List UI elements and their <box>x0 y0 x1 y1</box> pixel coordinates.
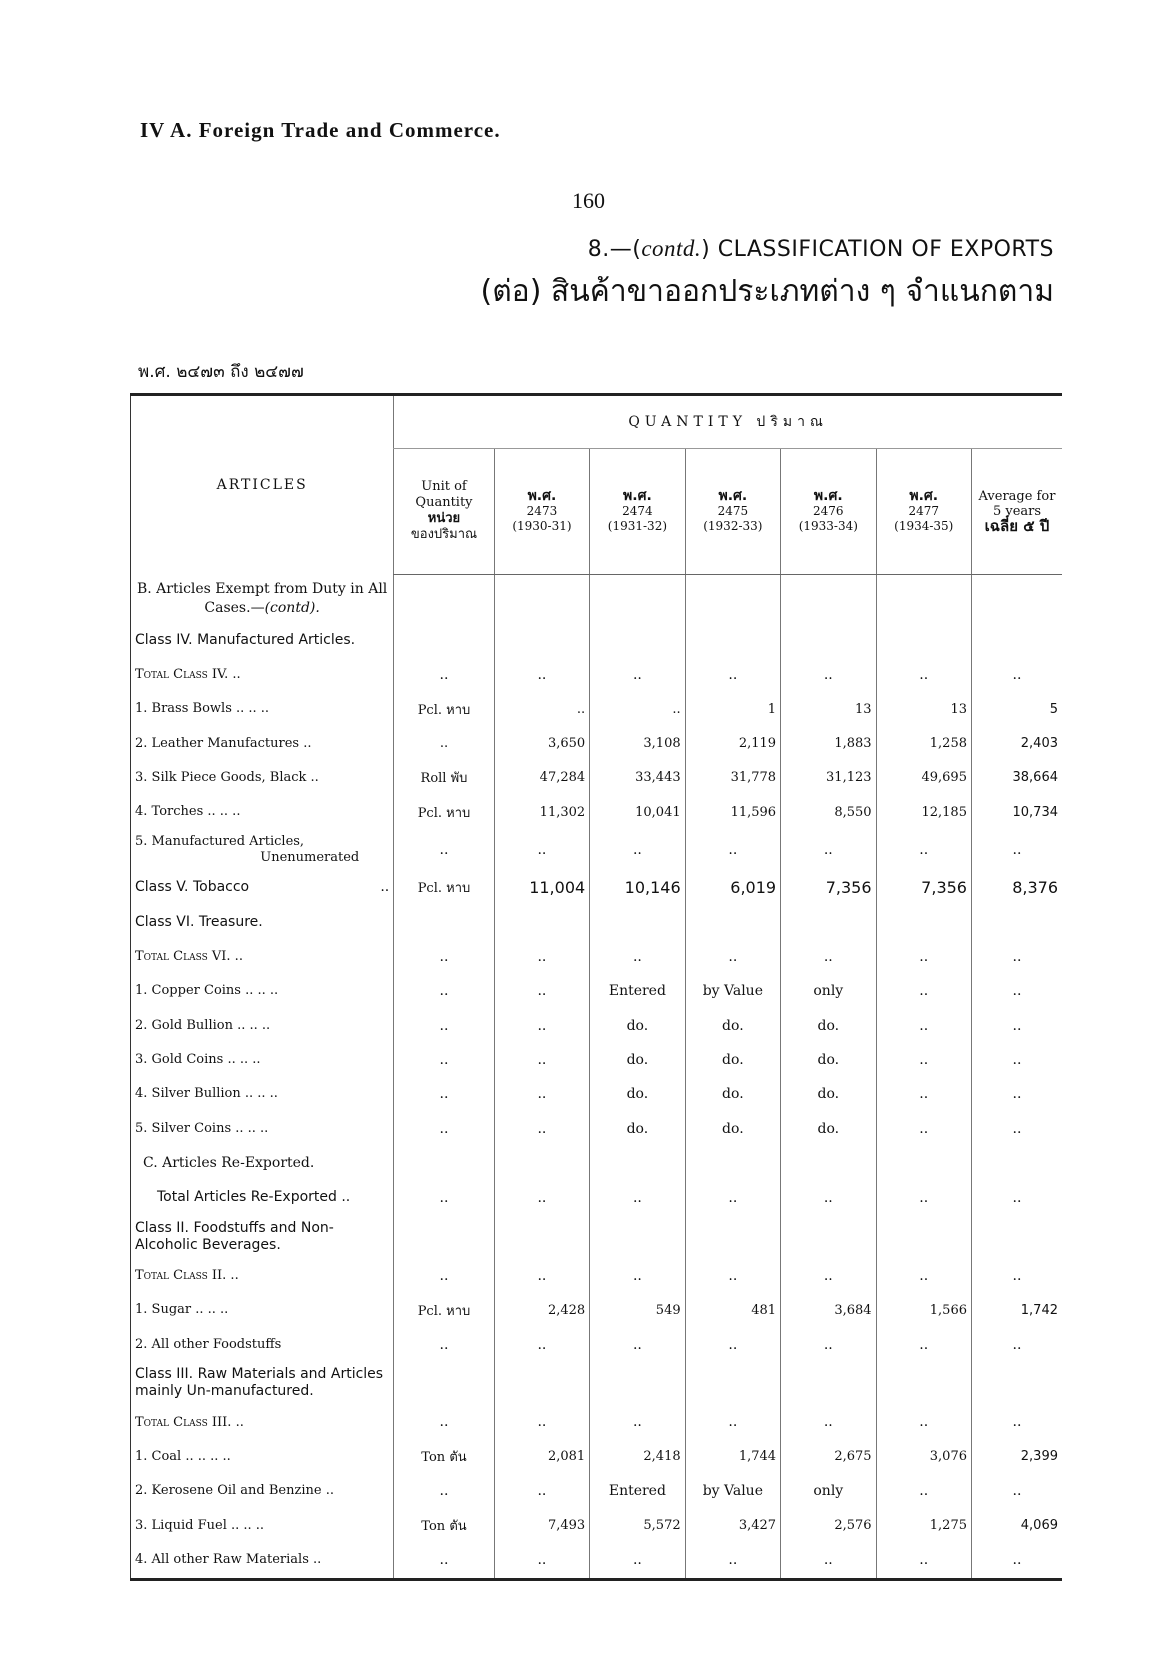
row-label <box>131 830 394 871</box>
value-2473: 11,004 <box>494 870 589 904</box>
unit-thai: หาบ <box>446 702 471 718</box>
row-label: 2. Leather Manufactures .. <box>135 735 312 751</box>
dots: .. <box>971 1474 1062 1508</box>
dots: .. <box>590 939 685 973</box>
dots: .. <box>590 1405 685 1439</box>
dots: .. <box>590 1543 685 1580</box>
dots: .. <box>781 657 876 691</box>
dots: .. <box>685 830 780 871</box>
header-unit-line4: ของปริมาณ <box>410 527 478 543</box>
dots: .. <box>971 1181 1062 1215</box>
dots: .. <box>494 1327 589 1361</box>
value-2477: 12,185 <box>876 795 971 829</box>
dots: .. <box>971 657 1062 691</box>
gold-bullion-row <box>131 1008 1063 1042</box>
value-2476: 2,675 <box>781 1440 876 1474</box>
value-2474: 33,443 <box>590 761 685 795</box>
row-label: 4. All other Raw Materials .. <box>135 1552 322 1568</box>
row-label-line1: 5. Manufactured Articles, <box>135 834 305 850</box>
dots: .. <box>394 1258 494 1292</box>
silk-row <box>131 761 1063 795</box>
dots: .. <box>876 1112 971 1146</box>
class-iii-heading: Class III. Raw Materials and Articles mainly Un-manufactured. <box>135 1366 384 1400</box>
unit-thai: หาบ <box>446 1303 471 1319</box>
other-foodstuffs-row <box>131 1327 1063 1361</box>
dots: .. <box>685 1258 780 1292</box>
class-v-label <box>131 870 394 904</box>
value-2474: 10,146 <box>590 870 685 904</box>
other-raw-materials-row <box>131 1543 1063 1580</box>
brass-bowls-row <box>131 692 1063 726</box>
torches-row <box>131 795 1063 829</box>
exports-table <box>130 393 1062 1581</box>
value-2473: .. <box>494 692 589 726</box>
dots: .. <box>781 939 876 973</box>
dots: .. <box>394 939 494 973</box>
year-ce: (1932-33) <box>703 518 763 533</box>
value-2475: 1 <box>685 692 780 726</box>
unit-thai: ตัน <box>449 1519 467 1535</box>
dots: .. <box>685 1543 780 1580</box>
gold-coins-row <box>131 1043 1063 1077</box>
value-2473: 2,081 <box>494 1440 589 1474</box>
section-b-heading <box>131 574 394 622</box>
header-articles: ARTICLES <box>216 477 308 494</box>
year-ce: (1931-32) <box>607 518 668 533</box>
class-iii-row <box>131 1362 1063 1405</box>
total-class-iv-label: Total Class IV. .. <box>135 667 241 683</box>
unit-cell <box>394 870 494 904</box>
value-average: 38,664 <box>971 761 1062 795</box>
unit-thai: พับ <box>450 771 468 787</box>
dots: .. <box>494 1405 589 1439</box>
total-class-vi-row <box>131 939 1063 973</box>
unit-cell <box>394 692 494 726</box>
value-2475: 481 <box>685 1293 780 1327</box>
unit-cell <box>394 1293 494 1327</box>
section-b-heading-text: B. Articles Exempt from Duty in All Cases.— <box>136 580 388 616</box>
ditto: do. <box>781 1043 876 1077</box>
dots: .. <box>494 830 589 871</box>
entered-note: Entered <box>590 974 685 1008</box>
value-2475: 3,427 <box>685 1509 780 1543</box>
value-2476: 3,684 <box>781 1293 876 1327</box>
value-2475: 6,019 <box>685 870 780 904</box>
dots: .. <box>494 1258 589 1292</box>
section-b-heading-row <box>131 574 1063 622</box>
copper-coins-row <box>131 974 1063 1008</box>
dots: .. <box>494 1008 589 1042</box>
header-average <box>971 448 1062 574</box>
dots: .. <box>494 1181 589 1215</box>
total-class-iii-row <box>131 1405 1063 1439</box>
row-label: 2. Kerosene Oil and Benzine .. <box>135 1483 334 1499</box>
unit-en: Ton <box>421 1450 446 1466</box>
value-average: 8,376 <box>971 870 1062 904</box>
row-label: 5. Silver Coins .. .. .. <box>135 1120 269 1136</box>
dots: .. <box>971 1112 1062 1146</box>
unit-cell <box>394 761 494 795</box>
dots: .. <box>394 1043 494 1077</box>
avg-line1: Average for <box>978 488 1056 504</box>
dots: .. <box>394 1008 494 1042</box>
header-unit-line3: หน่วย <box>427 511 461 527</box>
dots: .. <box>876 1258 971 1292</box>
by-value-note: by Value <box>685 1474 780 1508</box>
year-thai: พ.ศ. <box>623 487 652 504</box>
value-2476: 31,123 <box>781 761 876 795</box>
ditto: do. <box>590 1077 685 1111</box>
by-value-note: by Value <box>685 974 780 1008</box>
class-v-tobacco-row <box>131 870 1063 904</box>
dots: .. <box>494 1474 589 1508</box>
dots: .. <box>876 1181 971 1215</box>
dots: .. <box>971 1327 1062 1361</box>
total-class-ii-row <box>131 1258 1063 1292</box>
row-label: 1. Sugar .. .. .. <box>135 1302 229 1318</box>
dots: .. <box>494 974 589 1008</box>
dots: .. <box>380 879 390 896</box>
only-note: only <box>781 1474 876 1508</box>
value-2474: .. <box>590 692 685 726</box>
ditto: do. <box>781 1112 876 1146</box>
dots: .. <box>876 830 971 871</box>
total-class-vi-label: Total Class VI. .. <box>135 949 243 965</box>
kerosene-row <box>131 1474 1063 1508</box>
title-contd: contd. <box>641 236 702 261</box>
value-2476: 13 <box>781 692 876 726</box>
header-unit-line2: Quantity <box>415 495 473 511</box>
dots: .. <box>494 1077 589 1111</box>
row-label-line2: Unenumerated <box>260 850 360 866</box>
manufactured-unenumerated-row <box>131 830 1063 871</box>
dots: .. <box>590 830 685 871</box>
row-label: 3. Silk Piece Goods, Black .. <box>135 769 319 785</box>
header-unit-line1: Unit of <box>421 479 467 495</box>
period-line: พ.ศ. ๒๔๗๓ ถึง ๒๔๗๗ <box>138 362 304 382</box>
value-2473: 3,650 <box>494 726 589 760</box>
unit-thai: ตัน <box>449 1450 467 1466</box>
dots: .. <box>685 1181 780 1215</box>
dots: .. <box>876 657 971 691</box>
class-v-text: Class V. Tobacco <box>135 879 250 896</box>
avg-line2: 5 years <box>992 503 1042 519</box>
class-iv-row <box>131 623 1063 657</box>
header-year-2473 <box>494 448 589 574</box>
value-2476: 7,356 <box>781 870 876 904</box>
dots: .. <box>781 1327 876 1361</box>
value-average: 5 <box>971 692 1062 726</box>
avg-line3: เฉลี่ย ๕ ปี <box>984 516 1050 535</box>
title-rest: ) CLASSIFICATION OF EXPORTS <box>701 237 1054 262</box>
dots: .. <box>685 1327 780 1361</box>
ditto: do. <box>685 1008 780 1042</box>
header-year-2475 <box>685 448 780 574</box>
value-2477: 1,258 <box>876 726 971 760</box>
dots: .. <box>494 1112 589 1146</box>
dots: .. <box>971 1008 1062 1042</box>
section-b-contd: (contd). <box>264 599 320 616</box>
entered-note: Entered <box>590 1474 685 1508</box>
unit-cell: .. <box>394 726 494 760</box>
table-title-thai: (ต่อ) สินค้าขาออกประเภทต่าง ๆ จำแนกตาม <box>480 274 1054 309</box>
dots: .. <box>590 1327 685 1361</box>
dots: .. <box>781 830 876 871</box>
title-prefix: 8.—( <box>587 237 642 262</box>
header-year-2477 <box>876 448 971 574</box>
row-label: 1. Copper Coins .. .. .. <box>135 983 279 999</box>
ditto: do. <box>685 1077 780 1111</box>
dots: .. <box>876 1405 971 1439</box>
value-2473: 11,302 <box>494 795 589 829</box>
dots: .. <box>494 939 589 973</box>
year-thai: พ.ศ. <box>527 487 557 504</box>
page-number: 160 <box>572 188 605 213</box>
dots: .. <box>971 1043 1062 1077</box>
dots: .. <box>876 1543 971 1580</box>
unit-en: Pcl. <box>417 1303 443 1319</box>
value-2477: 49,695 <box>876 761 971 795</box>
value-2475: 1,744 <box>685 1440 780 1474</box>
ditto: do. <box>685 1112 780 1146</box>
year-be: 2473 <box>526 503 558 518</box>
unit-en: Pcl. <box>417 805 443 821</box>
section-c-heading-row <box>131 1146 1063 1180</box>
value-2476: 2,576 <box>781 1509 876 1543</box>
dots: .. <box>876 1008 971 1042</box>
class-iv-heading: Class IV. Manufactured Articles. <box>135 631 356 648</box>
dots: .. <box>590 1181 685 1215</box>
dots: .. <box>971 1543 1062 1580</box>
year-ce: (1934-35) <box>894 518 954 533</box>
year-be: 2474 <box>622 503 653 518</box>
value-2477: 1,566 <box>876 1293 971 1327</box>
total-class-iv-row <box>131 657 1063 691</box>
year-be: 2477 <box>908 503 940 518</box>
value-2474: 3,108 <box>590 726 685 760</box>
value-2476: 8,550 <box>781 795 876 829</box>
dots: .. <box>876 1077 971 1111</box>
dots: .. <box>971 1077 1062 1111</box>
dots: .. <box>394 1077 494 1111</box>
value-2474: 2,418 <box>590 1440 685 1474</box>
row-label: 2. All other Foodstuffs <box>135 1336 282 1352</box>
unit-thai: หาบ <box>446 881 471 897</box>
class-vi-heading: Class VI. Treasure. <box>135 913 263 930</box>
dots: .. <box>394 1181 494 1215</box>
row-label: 1. Coal .. .. .. .. <box>135 1448 231 1464</box>
value-average: 10,734 <box>971 795 1062 829</box>
row-label: 2. Gold Bullion .. .. .. <box>135 1017 271 1033</box>
unit-en: Roll <box>420 771 447 787</box>
unit-cell <box>394 1440 494 1474</box>
year-ce: (1933-34) <box>798 518 858 533</box>
dots: .. <box>590 1258 685 1292</box>
dots: .. <box>876 1474 971 1508</box>
coal-row <box>131 1440 1063 1474</box>
dots: .. <box>394 1327 494 1361</box>
ditto: do. <box>590 1043 685 1077</box>
dots: .. <box>394 1543 494 1580</box>
value-2477: 3,076 <box>876 1440 971 1474</box>
year-be: 2476 <box>813 503 844 518</box>
dots: .. <box>394 1405 494 1439</box>
unit-cell <box>394 1509 494 1543</box>
total-class-iii-label: Total Class III. .. <box>135 1414 244 1430</box>
value-2474: 5,572 <box>590 1509 685 1543</box>
dots: .. <box>494 1043 589 1077</box>
dots: .. <box>494 1543 589 1580</box>
header-unit <box>394 448 494 574</box>
value-2475: 31,778 <box>685 761 780 795</box>
value-average: 1,742 <box>971 1293 1062 1327</box>
value-2474: 549 <box>590 1293 685 1327</box>
dots: .. <box>971 974 1062 1008</box>
silver-coins-row <box>131 1112 1063 1146</box>
total-class-ii-label: Total Class II. .. <box>135 1268 239 1284</box>
section-heading: IV A. Foreign Trade and Commerce. <box>140 118 501 142</box>
value-2476: 1,883 <box>781 726 876 760</box>
row-label: 1. Brass Bowls .. .. .. <box>135 701 270 717</box>
unit-en: Pcl. <box>417 881 443 897</box>
value-2473: 7,493 <box>494 1509 589 1543</box>
value-2477: 7,356 <box>876 870 971 904</box>
dots: .. <box>685 939 780 973</box>
dots: .. <box>494 657 589 691</box>
dots: .. <box>685 657 780 691</box>
unit-cell <box>394 795 494 829</box>
leather-row <box>131 726 1063 760</box>
total-reexported-row <box>131 1181 1063 1215</box>
class-ii-heading: Class II. Foodstuffs and Non-Alcoholic Beverages. <box>135 1219 334 1253</box>
value-2473: 47,284 <box>494 761 589 795</box>
dots: .. <box>394 1112 494 1146</box>
header-year-2474 <box>590 448 685 574</box>
dots: .. <box>781 1405 876 1439</box>
class-ii-row <box>131 1215 1063 1258</box>
dots: .. <box>781 1181 876 1215</box>
row-label: 4. Torches .. .. .. <box>135 804 241 820</box>
total-reexported-label: Total Articles Re-Exported .. <box>157 1189 351 1206</box>
ditto: do. <box>781 1008 876 1042</box>
dots: .. <box>685 1405 780 1439</box>
class-vi-row <box>131 905 1063 939</box>
table-title <box>588 236 1054 262</box>
unit-en: Ton <box>421 1519 446 1535</box>
dots: .. <box>394 830 494 871</box>
value-average: 4,069 <box>971 1509 1062 1543</box>
value-average: 2,403 <box>971 726 1062 760</box>
value-2473: 2,428 <box>494 1293 589 1327</box>
row-label: 4. Silver Bullion .. .. .. <box>135 1086 278 1102</box>
year-thai: พ.ศ. <box>813 487 843 504</box>
header-quantity: QUANTITY ปริมาณ <box>394 395 1062 449</box>
dots: .. <box>394 974 494 1008</box>
ditto: do. <box>781 1077 876 1111</box>
year-ce: (1930-31) <box>512 518 572 533</box>
liquid-fuel-row <box>131 1509 1063 1543</box>
dots: .. <box>971 1405 1062 1439</box>
row-label: 3. Liquid Fuel .. .. .. <box>135 1517 265 1533</box>
sugar-row <box>131 1293 1063 1327</box>
year-thai: พ.ศ. <box>909 487 939 504</box>
value-average: 2,399 <box>971 1440 1062 1474</box>
value-2477: 1,275 <box>876 1509 971 1543</box>
dots: .. <box>876 974 971 1008</box>
value-2477: 13 <box>876 692 971 726</box>
unit-thai: หาบ <box>446 805 471 821</box>
year-be: 2475 <box>717 503 749 518</box>
dots: .. <box>876 939 971 973</box>
ditto: do. <box>685 1043 780 1077</box>
dots: .. <box>876 1043 971 1077</box>
ditto: do. <box>590 1008 685 1042</box>
value-2475: 2,119 <box>685 726 780 760</box>
dots: .. <box>781 1258 876 1292</box>
section-c-heading: C. Articles Re-Exported. <box>143 1154 315 1171</box>
dots: .. <box>394 657 494 691</box>
dots: .. <box>971 830 1062 871</box>
dots: .. <box>590 657 685 691</box>
header-year-2476 <box>781 448 876 574</box>
dots: .. <box>394 1474 494 1508</box>
dots: .. <box>971 1258 1062 1292</box>
value-2474: 10,041 <box>590 795 685 829</box>
silver-bullion-row <box>131 1077 1063 1111</box>
dots: .. <box>781 1543 876 1580</box>
unit-en: Pcl. <box>417 702 443 718</box>
dots: .. <box>971 939 1062 973</box>
year-thai: พ.ศ. <box>718 487 748 504</box>
dots: .. <box>876 1327 971 1361</box>
ditto: do. <box>590 1112 685 1146</box>
value-2475: 11,596 <box>685 795 780 829</box>
only-note: only <box>781 974 876 1008</box>
row-label: 3. Gold Coins .. .. .. <box>135 1051 261 1067</box>
